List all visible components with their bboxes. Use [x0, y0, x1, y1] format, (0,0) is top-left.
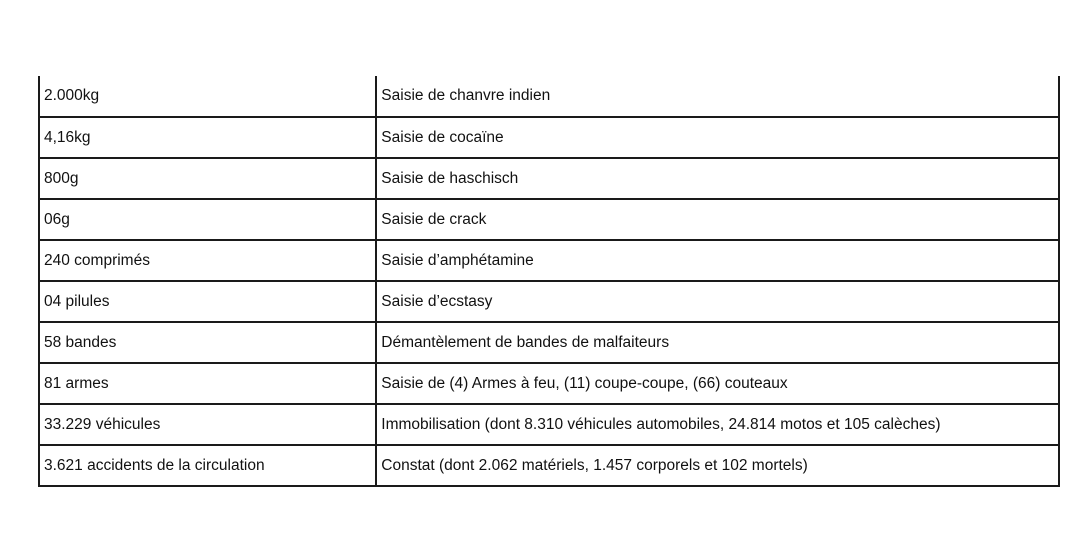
- quantity-cell: 4,16kg: [39, 117, 376, 158]
- description-cell: Saisie d’ecstasy: [376, 281, 1059, 322]
- results-table: [38, 76, 1060, 487]
- table-row: [39, 76, 1059, 117]
- table-row: [39, 404, 1059, 445]
- quantity-cell: 2.000kg: [39, 76, 376, 117]
- quantity-cell: 81 armes: [39, 363, 376, 404]
- quantity-cell: 58 bandes: [39, 322, 376, 363]
- table-row: [39, 158, 1059, 199]
- quantity-cell: 06g: [39, 199, 376, 240]
- description-cell: Saisie de chanvre indien: [376, 76, 1059, 117]
- quantity-cell: 04 pilules: [39, 281, 376, 322]
- quantity-cell: 800g: [39, 158, 376, 199]
- description-cell: Saisie de haschisch: [376, 158, 1059, 199]
- description-cell: Constat (dont 2.062 matériels, 1.457 corporels et 102 mortels): [376, 445, 1059, 486]
- table-row: [39, 240, 1059, 281]
- description-cell: Immobilisation (dont 8.310 véhicules automobiles, 24.814 motos et 105 calèches): [376, 404, 1059, 445]
- quantity-cell: 33.229 véhicules: [39, 404, 376, 445]
- table-row: [39, 445, 1059, 486]
- table-row: [39, 363, 1059, 404]
- table-row: [39, 199, 1059, 240]
- table-row: [39, 322, 1059, 363]
- description-cell: Saisie d’amphétamine: [376, 240, 1059, 281]
- quantity-cell: 3.621 accidents de la circulation: [39, 445, 376, 486]
- description-cell: Saisie de (4) Armes à feu, (11) coupe-coupe, (66) couteaux: [376, 363, 1059, 404]
- description-cell: Saisie de cocaïne: [376, 117, 1059, 158]
- table-row: [39, 117, 1059, 158]
- table-row: [39, 281, 1059, 322]
- quantity-cell: 240 comprimés: [39, 240, 376, 281]
- description-cell: Démantèlement de bandes de malfaiteurs: [376, 322, 1059, 363]
- description-cell: Saisie de crack: [376, 199, 1059, 240]
